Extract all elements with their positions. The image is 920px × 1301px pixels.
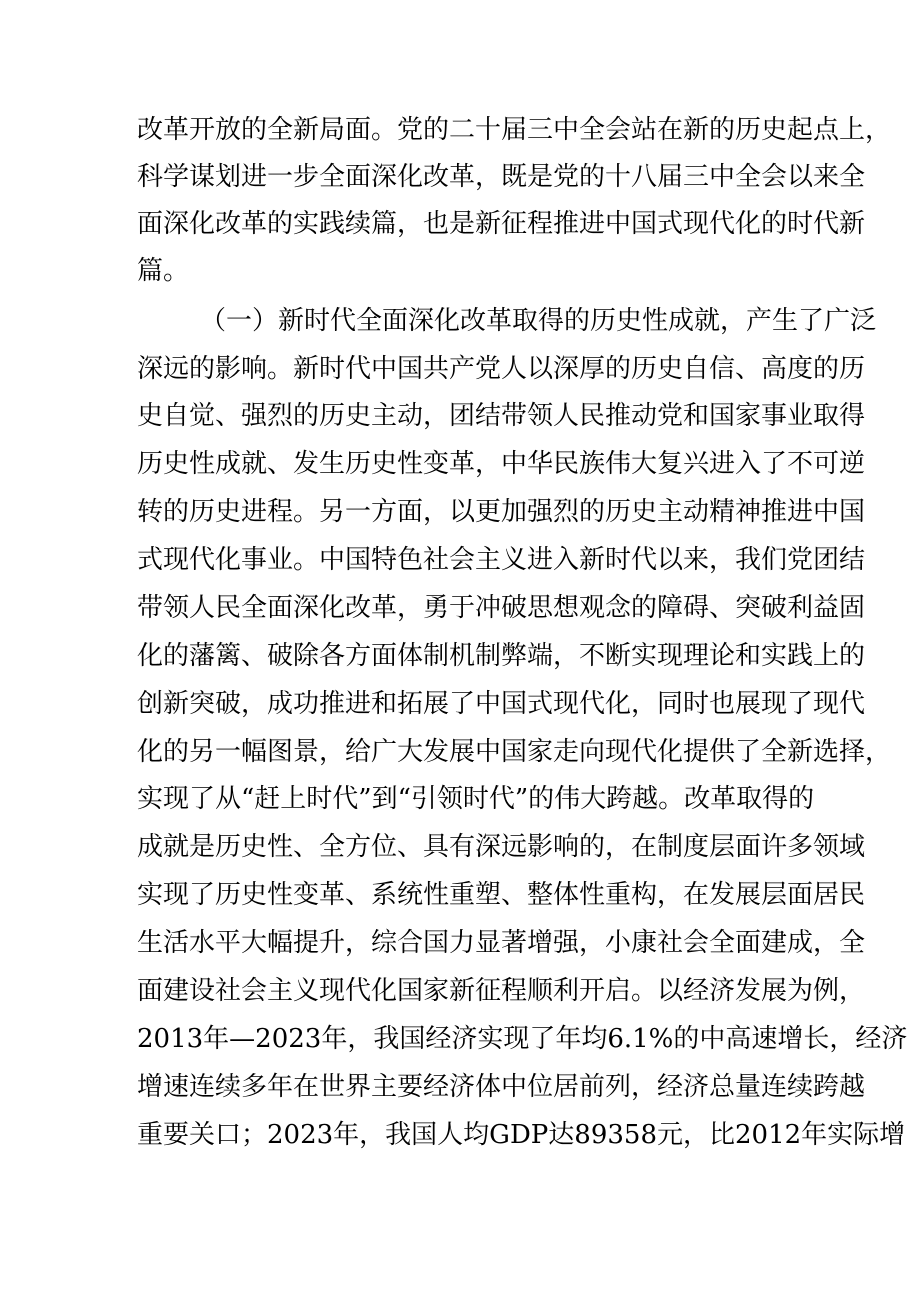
paragraph-line: 改革开放的全新局面。党的二十届三中全会站在新的历史起点上， [137,115,892,145]
paragraph-line: 化的另一幅图景，给广大发展中国家走向现代化提供了全新选择， [137,737,892,767]
paragraph-line: 重要关口；2023年，我国人均GDP达89358元，比2012年实际增 [137,1120,906,1150]
section-heading-line: （一）新时代全面深化改革取得的历史性成就，产生了广泛 [200,306,877,336]
paragraph-line: 生活水平大幅提升，综合国力显著增强，小康社会全面建成，全 [137,928,866,958]
paragraph-line: 深远的影响。新时代中国共产党人以深厚的历史自信、高度的历 [137,354,866,384]
paragraph-line: 史自觉、强烈的历史主动，团结带领人民推动党和国家事业取得 [137,401,866,431]
paragraph-line: 面深化改革的实践续篇，也是新征程推进中国式现代化的时代新 [137,209,866,239]
paragraph-line: 实现了历史性变革、系统性重塑、整体性重构，在发展层面居民 [137,880,866,910]
paragraph-line: 式现代化事业。中国特色社会主义进入新时代以来，我们党团结 [137,545,866,575]
paragraph-line: 篇。 [137,256,190,286]
paragraph-line: 科学谋划进一步全面深化改革，既是党的十八届三中全会以来全 [137,162,866,192]
paragraph-line: 带领人民全面深化改革，勇于冲破思想观念的障碍、突破利益固 [137,593,866,623]
paragraph-line: 实现了从“赶上时代”到“引领时代”的伟大跨越。改革取得的 [137,784,815,814]
paragraph-line: 化的藩篱、破除各方面体制机制弊端，不断实现理论和实践上的 [137,641,866,671]
paragraph-line: 创新突破，成功推进和拓展了中国式现代化，同时也展现了现代 [137,689,866,719]
paragraph-line: 成就是历史性、全方位、具有深远影响的，在制度层面许多领域 [137,832,866,862]
paragraph-line: 历史性成就、发生历史性变革，中华民族伟大复兴进入了不可逆 [137,449,866,479]
paragraph-line: 增速连续多年在世界主要经济体中位居前列，经济总量连续跨越 [137,1072,866,1102]
paragraph-line: 转的历史进程。另一方面，以更加强烈的历史主动精神推进中国 [137,497,866,527]
paragraph-line: 2013年—2023年，我国经济实现了年均6.1%的中高速增长，经济 [137,1024,908,1054]
paragraph-line: 面建设社会主义现代化国家新征程顺利开启。以经济发展为例， [137,976,866,1006]
